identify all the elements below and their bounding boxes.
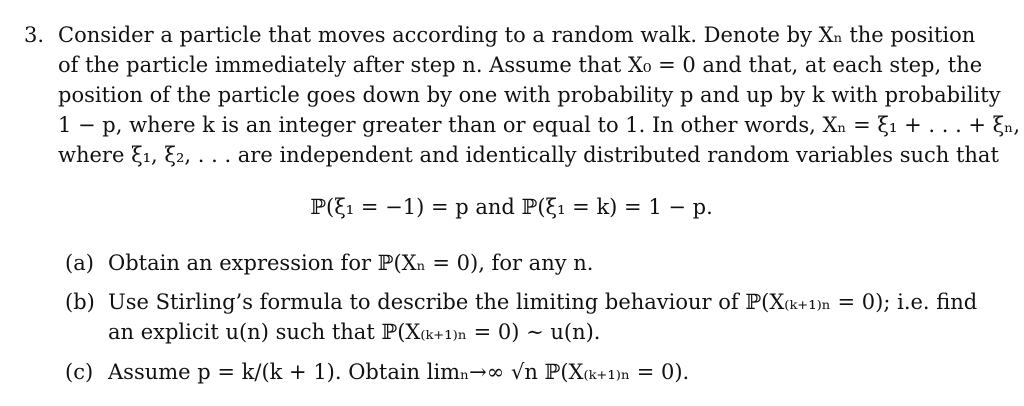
intro-line-3: position of the particle goes down by one with probability p and up by k with probability xyxy=(58,83,1001,107)
part-a-line-1: Obtain an expression for ℙ(Xₙ = 0), for any n. xyxy=(108,251,594,275)
intro-line-2: of the particle immediately after step n. Assume that X₀ = 0 and that, at each step, the xyxy=(58,53,983,77)
part-c-label: (c) xyxy=(65,360,94,384)
display-equation: ℙ(ξ₁ = −1) = p and ℙ(ξ₁ = k) = 1 − p. xyxy=(310,195,713,219)
part-c xyxy=(65,357,985,387)
part-a xyxy=(65,248,985,278)
part-b xyxy=(65,287,985,347)
part-a-label: (a) xyxy=(65,251,94,275)
problem-parts xyxy=(65,248,985,395)
part-b-line-2: an explicit u(n) such that ℙ(X₍ₖ₊₁₎ₙ = 0) ∼ u(n). xyxy=(108,320,601,344)
part-b-label: (b) xyxy=(65,290,95,314)
intro-line-4: 1 − p, where k is an integer greater than or equal to 1. In other words, Xₙ = ξ₁ + . . . + ξₙ, xyxy=(58,113,1021,137)
problem-number: 3. xyxy=(24,23,45,47)
intro-line-5: where ξ₁, ξ₂, . . . are independent and identically distributed random variables such that xyxy=(58,143,999,167)
intro-line-1: Consider a particle that moves according to a random walk. Denote by Xₙ the position xyxy=(58,23,976,47)
problem-intro xyxy=(58,20,1021,170)
part-b-line-1: Use Stirling’s formula to describe the limiting behaviour of ℙ(X₍ₖ₊₁₎ₙ = 0); i.e. find xyxy=(108,290,978,314)
part-c-line-1: Assume p = k/(k + 1). Obtain limₙ→∞ √n ℙ(X₍ₖ₊₁₎ₙ = 0). xyxy=(108,360,690,384)
